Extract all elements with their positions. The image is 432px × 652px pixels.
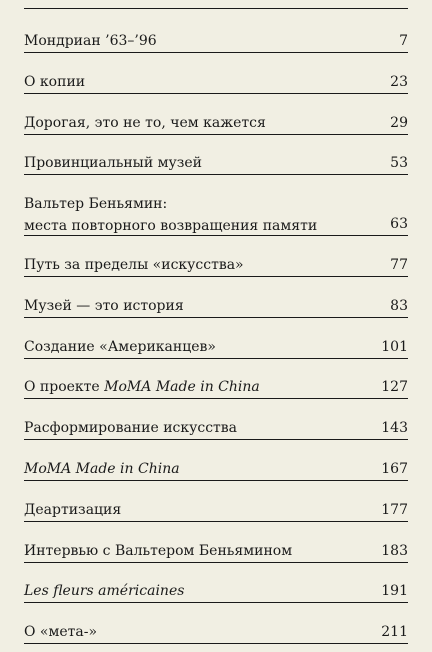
toc-entry-page: 191 <box>381 583 408 599</box>
toc-entry-title: Музей — это история <box>24 298 184 314</box>
toc-entry[interactable] <box>24 33 408 53</box>
toc-entry-title-italic: MoMA Made in China <box>104 379 260 395</box>
toc-entry[interactable] <box>24 115 408 135</box>
toc-entry-page: 29 <box>390 115 408 131</box>
toc-entry[interactable] <box>24 543 408 563</box>
toc-entry-page: 127 <box>381 379 408 395</box>
toc-entry[interactable] <box>24 461 408 481</box>
top-rule <box>24 8 408 9</box>
toc-entry-page: 77 <box>390 257 408 273</box>
toc-entry[interactable] <box>24 420 408 440</box>
toc-entry-page: 63 <box>390 216 408 232</box>
toc-entry-page: 7 <box>399 33 408 49</box>
toc-entry[interactable] <box>24 624 408 644</box>
toc-entry-title-prefix: О проекте <box>24 379 105 395</box>
toc-entry-title: Мондриан ’63–’96 <box>24 33 157 49</box>
toc-entry[interactable] <box>24 257 408 277</box>
toc-entry[interactable] <box>24 379 408 399</box>
toc-entry-title-line: Вальтер Беньямин: <box>24 196 168 212</box>
toc-entry-title: О «мета-» <box>24 624 98 640</box>
toc-entry-title: Путь за пределы «искусства» <box>24 257 244 273</box>
toc-entry-page: 83 <box>390 298 408 314</box>
toc-entry-title: Интервью с Вальтером Беньямином <box>24 543 293 559</box>
toc-entry-page: 167 <box>381 461 408 477</box>
toc-entry[interactable] <box>24 196 408 236</box>
toc-entry-title: О копии <box>24 74 86 90</box>
toc-entry-page: 183 <box>381 543 408 559</box>
toc-entry-title-line: места повторного возвращения памяти <box>24 218 318 234</box>
toc-entry-page: 211 <box>381 624 408 640</box>
toc-entry-page: 53 <box>390 155 408 171</box>
toc-entry-title: Деартизация <box>24 502 122 518</box>
toc-entry-page: 101 <box>381 339 408 355</box>
toc-entry-title: Расформирование искусства <box>24 420 238 436</box>
toc-entry-title <box>24 196 408 235</box>
toc-entry[interactable] <box>24 74 408 94</box>
toc-entry[interactable] <box>24 298 408 318</box>
toc-entry-title: MoMA Made in China <box>24 461 180 477</box>
toc-entry[interactable] <box>24 583 408 603</box>
toc-entry[interactable] <box>24 502 408 522</box>
toc-entry-title: Провинциальный музей <box>24 155 202 171</box>
toc-entry[interactable] <box>24 339 408 359</box>
toc-entry-title <box>24 379 408 396</box>
toc-entry-page: 177 <box>381 502 408 518</box>
toc-entry[interactable] <box>24 155 408 175</box>
toc-entry-title: Создание «Американцев» <box>24 339 216 355</box>
toc-entry-title: Дорогая, это не то, чем кажется <box>24 115 266 131</box>
toc-entry-title: Les fleurs américaines <box>24 583 185 599</box>
toc-entry-page: 143 <box>381 420 408 436</box>
toc-entry-page: 23 <box>390 74 408 90</box>
